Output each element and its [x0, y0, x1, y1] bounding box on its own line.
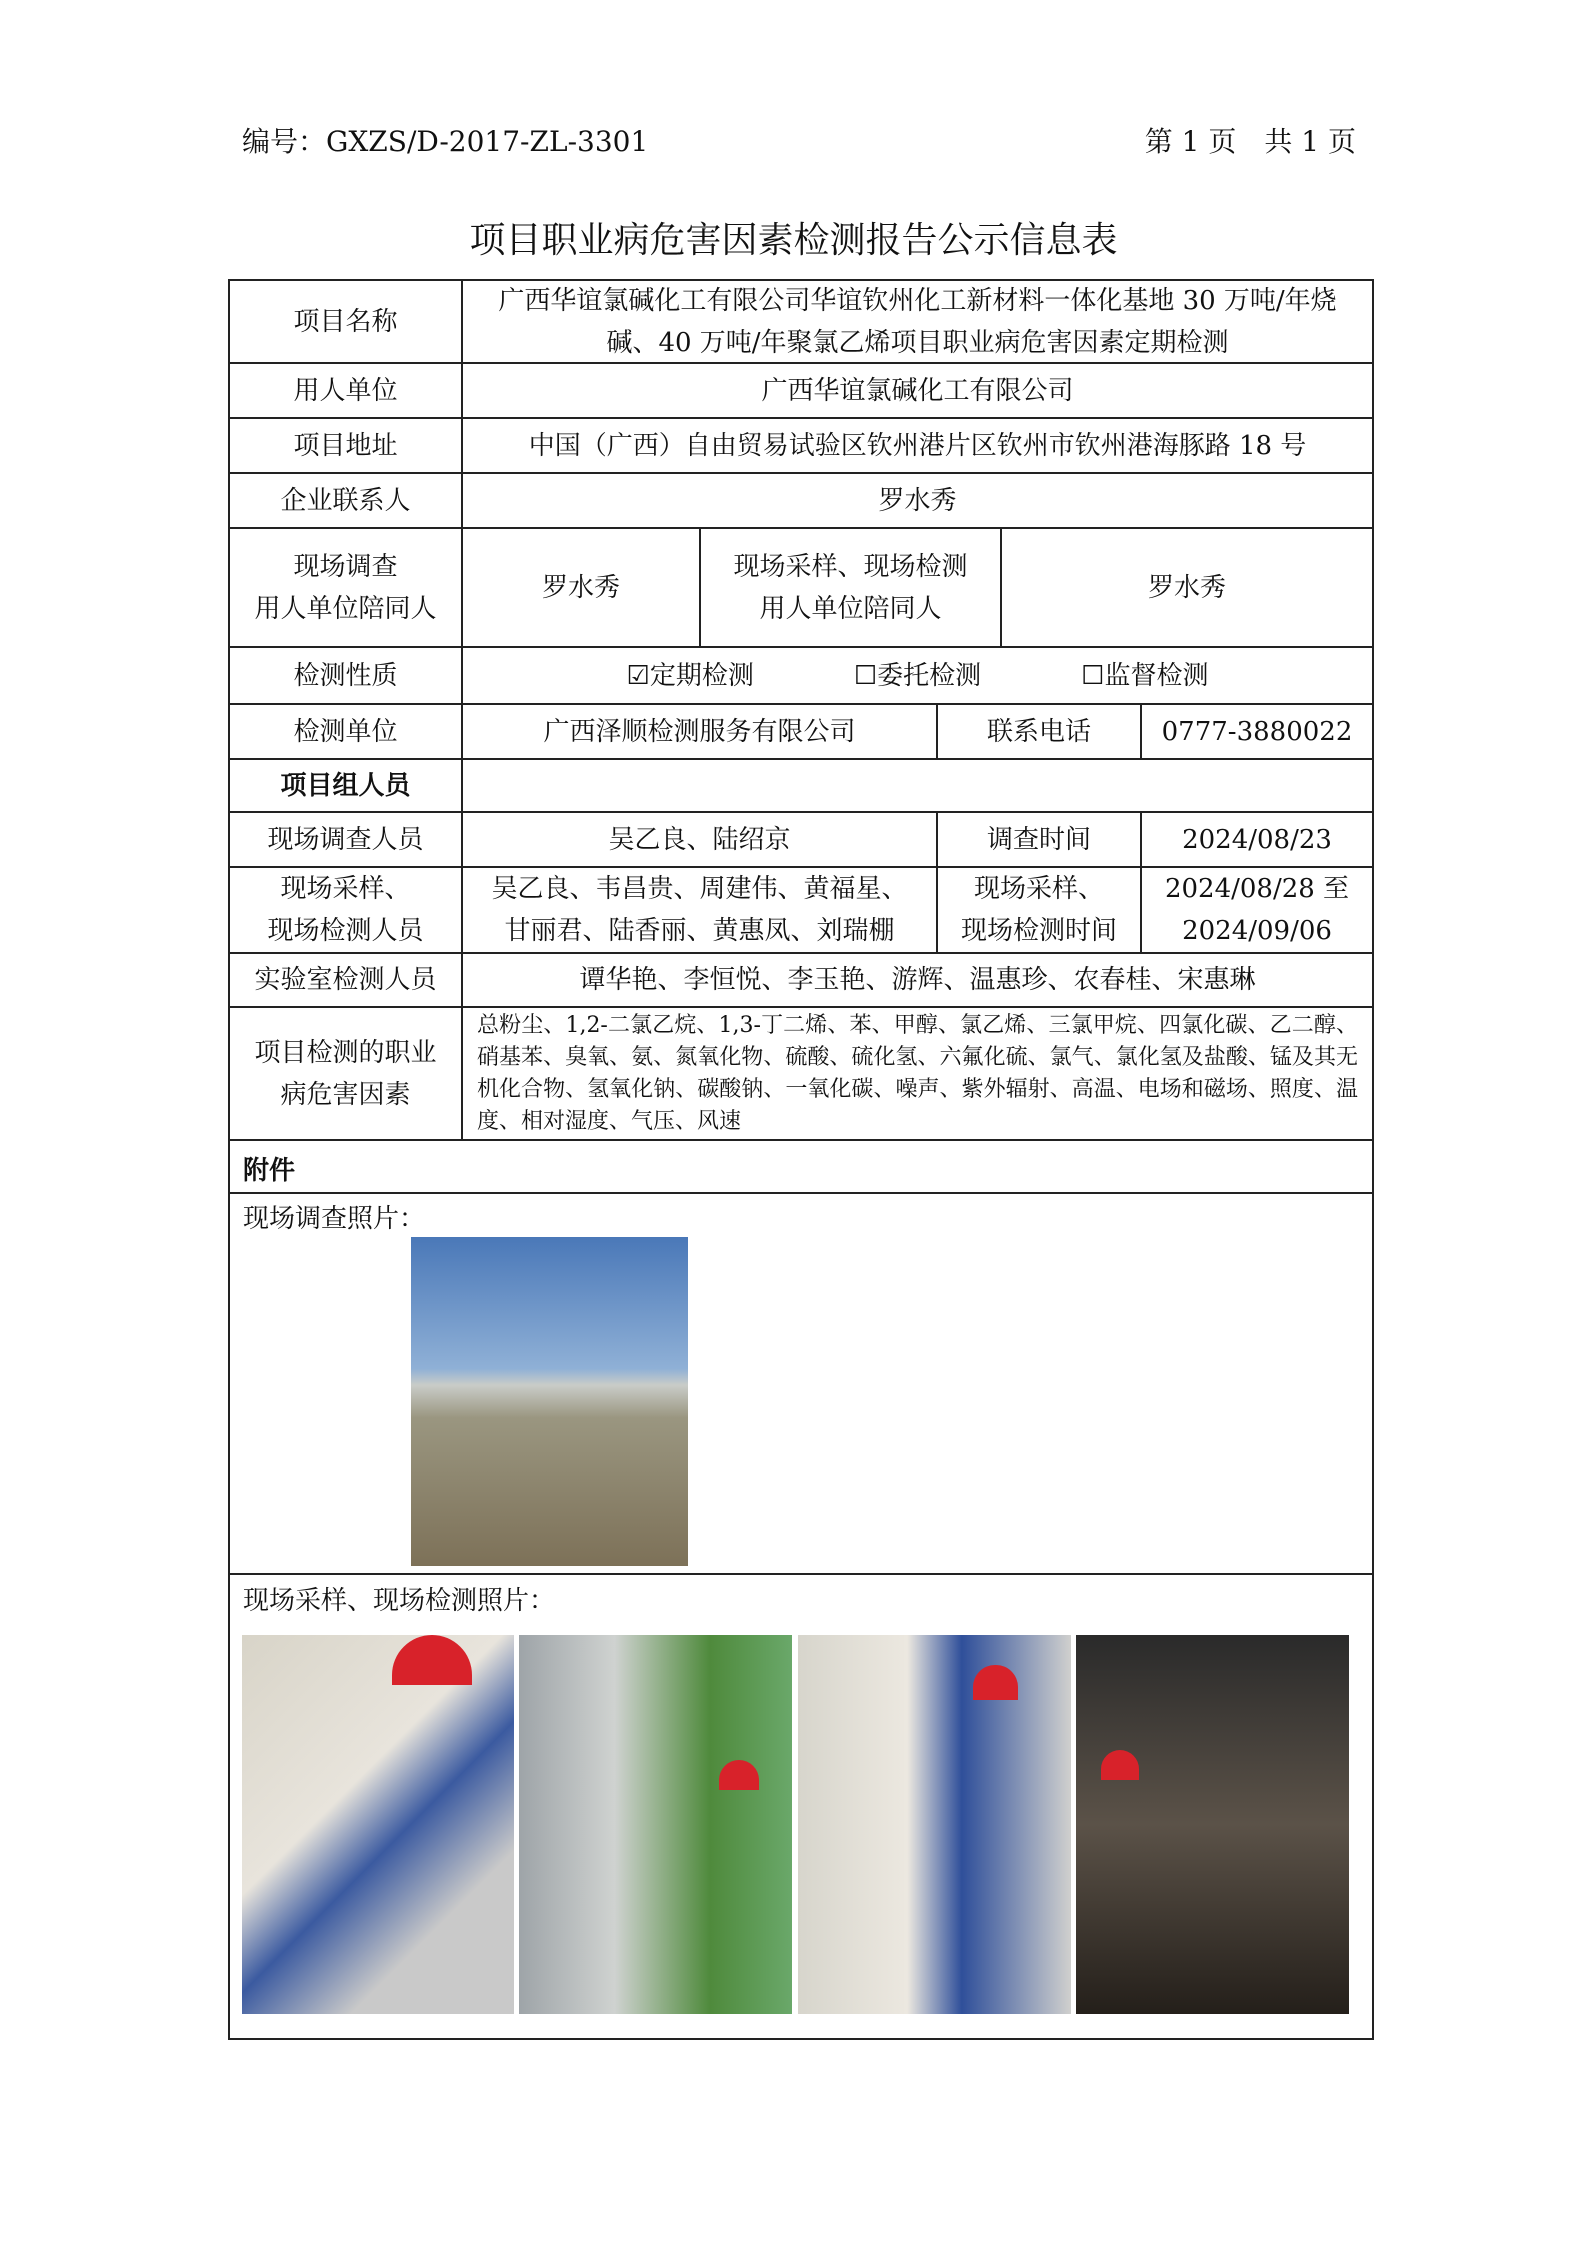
- samplers: 吴乙良、韦昌贵、周建伟、黄福星、 甘丽君、陆香丽、黄惠凤、刘瑞棚: [491, 874, 908, 946]
- attachment-label: 附件: [243, 1156, 296, 1186]
- checkbox-checked-icon[interactable]: ☑: [626, 660, 650, 691]
- lab-staff: 谭华艳、李恒悦、李玉艳、游辉、温惠珍、农春桂、宋惠琳: [579, 965, 1256, 995]
- nature-label: 检测性质: [293, 660, 398, 691]
- team-label: 项目组人员: [280, 770, 411, 801]
- sampling-escort: 罗水秀: [1147, 572, 1226, 603]
- contact: 罗水秀: [878, 485, 957, 516]
- page-title: 项目职业病危害因素检测报告公示信息表: [469, 220, 1118, 261]
- project-name: 广西华谊氯碱化工有限公司华谊钦州化工新材料一体化基地 30 万吨/年烧碱、40 万吨/年聚氯乙烯项目职业病危害因素定期检测: [498, 285, 1337, 358]
- sampling-time: 2024/08/28 至 2024/09/06: [1164, 874, 1350, 946]
- sampling-photo-2: [519, 1635, 792, 2014]
- survey-escort: 罗水秀: [541, 572, 620, 603]
- site-survey-photo: [411, 1237, 688, 1566]
- samplers-label: 现场采样、 现场检测人员: [267, 874, 424, 946]
- doc-number: 编号：GXZS/D-2017-ZL-3301: [242, 125, 649, 158]
- survey-time-label: 调查时间: [986, 824, 1091, 855]
- nature-option-commissioned[interactable]: ☐委托检测: [853, 660, 982, 691]
- checkbox-icon[interactable]: ☐: [853, 660, 878, 691]
- survey-time: 2024/08/23: [1182, 824, 1332, 855]
- surveyors: 吴乙良、陆绍京: [608, 824, 791, 855]
- sampling-time-label: 现场采样、 现场检测时间: [960, 874, 1117, 946]
- address-label: 项目地址: [293, 430, 398, 461]
- factors-label: 项目检测的职业 病危害因素: [254, 1037, 437, 1110]
- survey-photos-label: 现场调查照片：: [243, 1204, 426, 1234]
- project-name-label: 项目名称: [293, 306, 398, 337]
- lab-label: 实验室检测人员: [254, 965, 437, 995]
- page-number: 第 1 页 共 1 页: [1144, 125, 1356, 158]
- survey-escort-label: 现场调查 用人单位陪同人: [254, 551, 437, 624]
- nature-option-supervisory[interactable]: ☐监督检测: [1081, 660, 1209, 691]
- phone: 0777-3880022: [1161, 716, 1353, 747]
- surveyors-label: 现场调查人员: [267, 824, 424, 855]
- sampling-escort-label: 现场采样、现场检测 用人单位陪同人: [733, 551, 968, 624]
- nature-options: [463, 648, 1372, 703]
- factors: 总粉尘、1,2-二氯乙烷、1,3-丁二烯、苯、甲醇、氯乙烯、三氯甲烷、四氯化碳、乙二醇、硝基苯、臭氧、氨、氮氧化物、硫酸、硫化氢、六氟化硫、氯气、氯化氢及盐酸、锰及其无机化合物、氢氧化钠、碳酸钠、一氧化碳、噪声、紫外辐射、高温、电场和磁场、照度、温度、相对湿度、气压、风速: [477, 1012, 1358, 1134]
- sampling-photo-4: [1076, 1635, 1349, 2014]
- sampling-photo-3: [798, 1635, 1071, 2014]
- address: 中国（广西）自由贸易试验区钦州港片区钦州市钦州港海豚路 18 号: [528, 430, 1307, 461]
- employer-label: 用人单位: [293, 375, 398, 406]
- agency: 广西泽顺检测服务有限公司: [543, 716, 856, 747]
- employer: 广西华谊氯碱化工有限公司: [761, 375, 1074, 406]
- sampling-photo-1: [242, 1635, 514, 2014]
- agency-label: 检测单位: [293, 716, 398, 747]
- nature-option-periodic[interactable]: ☑定期检测: [626, 660, 754, 691]
- checkbox-icon[interactable]: ☐: [1081, 660, 1105, 691]
- sampling-photos-label: 现场采样、现场检测照片：: [243, 1586, 556, 1616]
- contact-label: 企业联系人: [280, 485, 411, 516]
- phone-label: 联系电话: [986, 716, 1091, 747]
